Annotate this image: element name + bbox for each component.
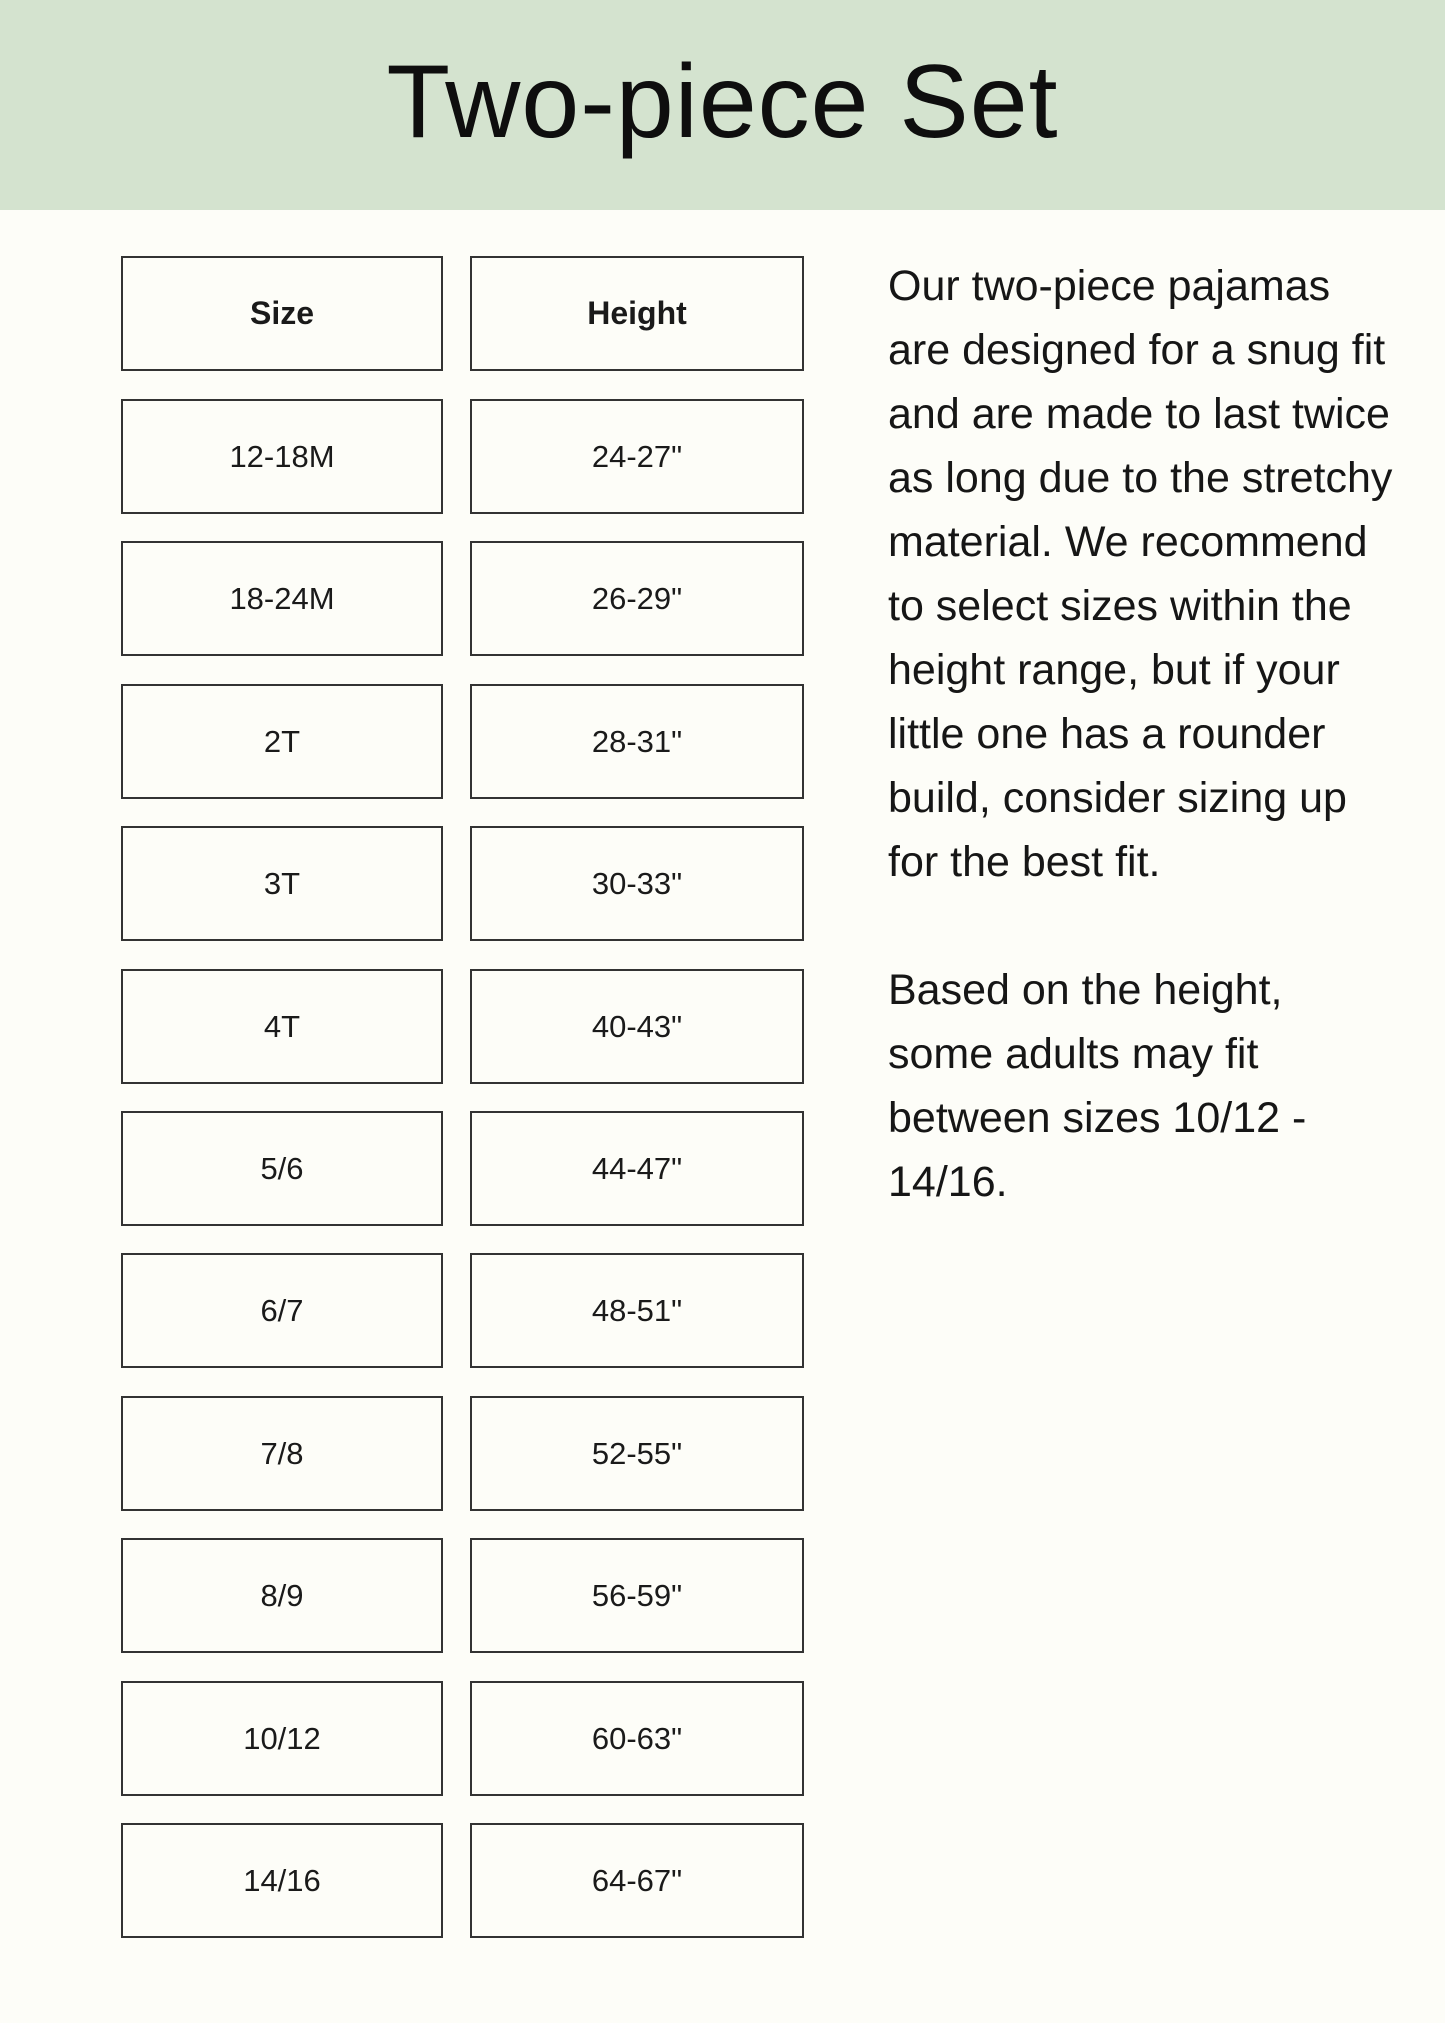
- size-cell: 14/16: [121, 1823, 443, 1938]
- height-cell: 60-63": [470, 1681, 804, 1796]
- fit-description: [888, 254, 1398, 1214]
- height-cell: 40-43": [470, 969, 804, 1084]
- fit-description-paragraph: Our two-piece pajamas are designed for a snug fit and are made to last twice as long due to the stretchy material. We recommend to select sizes within the height range, but if your little one has a rounder build, consider sizing up for the best fit.: [888, 262, 1393, 886]
- size-column-header: Size: [121, 256, 443, 371]
- height-cell: 30-33": [470, 826, 804, 941]
- size-cell: 6/7: [121, 1253, 443, 1368]
- height-cell: 64-67": [470, 1823, 804, 1938]
- height-cell: 24-27": [470, 399, 804, 514]
- size-cell: 18-24M: [121, 541, 443, 656]
- height-cell: 44-47": [470, 1111, 804, 1226]
- size-cell: 5/6: [121, 1111, 443, 1226]
- size-cell: 7/8: [121, 1396, 443, 1511]
- size-cell: 2T: [121, 684, 443, 799]
- height-column-header: Height: [470, 256, 804, 371]
- size-cell: 3T: [121, 826, 443, 941]
- adult-fit-note: Based on the height, some adults may fit between sizes 10/12 - 14/16.: [888, 966, 1307, 1206]
- height-cell: 26-29": [470, 541, 804, 656]
- height-cell: 52-55": [470, 1396, 804, 1511]
- title-banner: [0, 0, 1445, 210]
- page-title: Two-piece Set: [386, 44, 1059, 160]
- height-cell: 56-59": [470, 1538, 804, 1653]
- height-cell: 28-31": [470, 684, 804, 799]
- height-cell: 48-51": [470, 1253, 804, 1368]
- size-cell: 10/12: [121, 1681, 443, 1796]
- size-cell: 4T: [121, 969, 443, 1084]
- size-cell: 8/9: [121, 1538, 443, 1653]
- size-cell: 12-18M: [121, 399, 443, 514]
